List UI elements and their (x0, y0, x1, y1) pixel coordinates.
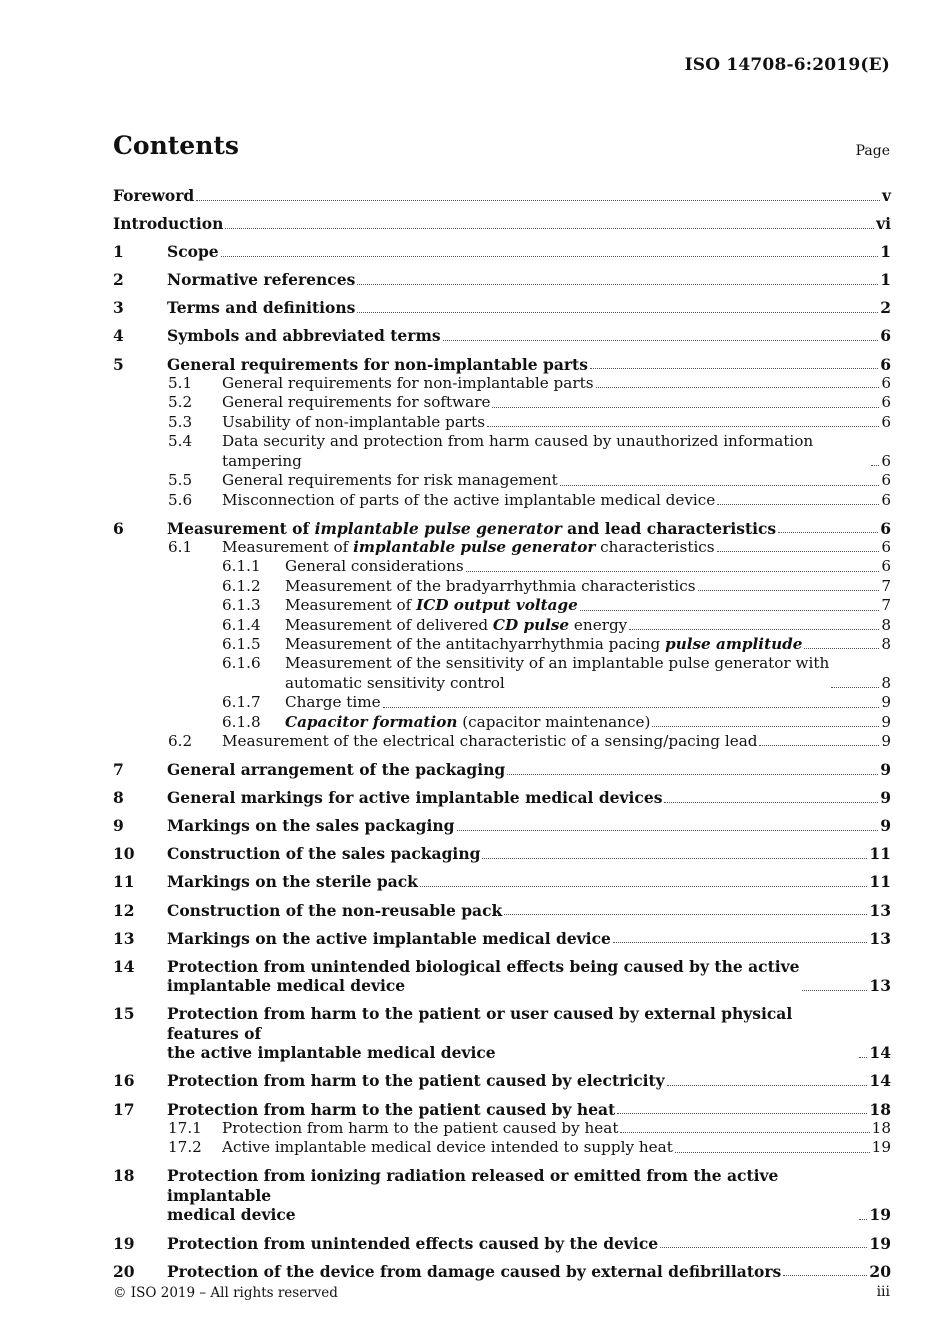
toc-entry-title-line: automatic sensitivity control (285, 673, 505, 692)
toc-entry-page: 1 (880, 270, 891, 290)
toc-entry[interactable] (113, 929, 891, 949)
toc-entry-page: 6 (881, 557, 891, 576)
toc-entry-title (167, 901, 502, 921)
toc-dot-leader (560, 485, 880, 486)
toc-entry-title-line: medical device (167, 1205, 296, 1225)
toc-entry-title (167, 1100, 615, 1120)
toc-entry-title-segment: Introduction (113, 214, 224, 234)
toc-entry[interactable] (113, 214, 891, 234)
toc-entry-number: 19 (113, 1233, 135, 1253)
toc-dot-leader (357, 312, 878, 313)
toc-dot-leader (717, 551, 880, 552)
toc-entry-page: 9 (880, 788, 891, 808)
toc-entry[interactable] (113, 1138, 891, 1157)
toc-entry[interactable] (113, 432, 891, 471)
toc-entry-number: 4 (113, 326, 124, 346)
toc-entry-title-emphasis: implantable pulse generator (353, 538, 596, 556)
toc-entry-number: 1 (113, 242, 124, 262)
toc-dot-leader (357, 284, 878, 285)
toc-entry-title (167, 326, 441, 346)
toc-entry-title-segment: Scope (167, 242, 219, 262)
toc-dot-leader (613, 942, 868, 943)
toc-entry-page: 6 (880, 518, 891, 538)
toc-dot-leader (698, 590, 880, 591)
toc-dot-leader (620, 1132, 869, 1133)
toc-entry-number: 6.1.7 (222, 693, 261, 712)
toc-entry-title-segment: Protection from harm to the patient caused by heat (167, 1099, 616, 1119)
toc-entry-number: 17 (113, 1099, 135, 1119)
toc-entry-number: 6.1.1 (222, 557, 261, 576)
toc-entry-number: 5.3 (168, 412, 193, 431)
toc-dot-leader (466, 571, 880, 572)
toc-dot-leader (482, 858, 867, 859)
toc-entry-title (285, 596, 578, 615)
toc-entry-title (167, 957, 800, 996)
toc-entry[interactable] (113, 635, 891, 654)
toc-dot-leader (492, 407, 879, 408)
toc-entry-page: 8 (881, 673, 891, 692)
toc-entry-title-segment: General requirements for non-implantable parts (167, 354, 588, 374)
toc-dot-leader (420, 886, 868, 887)
toc-dot-leader (443, 340, 879, 341)
toc-entry-title-segment: Data security and protection from harm caused by unauthorized information tampering (222, 432, 819, 470)
toc-entry-title-segment: Normative references (167, 270, 356, 290)
toc-entry-page: 14 (869, 1071, 891, 1091)
toc-entry-number: 10 (113, 844, 135, 864)
toc-entry[interactable] (113, 760, 891, 780)
toc-entry-page: 1 (880, 242, 891, 262)
toc-entry-title (167, 760, 505, 780)
toc-entry-title (167, 872, 418, 892)
toc-entry-title-segment: (capacitor maintenance) (457, 712, 651, 731)
toc-entry-title-segment: Measurement of the antitachyarrhythmia pacing (285, 635, 666, 654)
toc-entry-page: 8 (881, 615, 891, 634)
toc-entry-title-segment: characteristics (595, 538, 715, 556)
toc-entry-page: 20 (869, 1261, 891, 1281)
toc-entry-page: 18 (869, 1099, 891, 1119)
toc-entry-number: 6.2 (168, 732, 193, 751)
toc-entry-page: 9 (881, 693, 891, 712)
toc-dot-leader (660, 1247, 867, 1248)
toc-dot-leader (629, 629, 879, 630)
toc-entry-title-segment: Measurement of (222, 538, 354, 556)
toc-entry-page: 7 (881, 596, 891, 615)
toc-entry-title (222, 374, 594, 393)
toc-entry-title-segment: General considerations (285, 557, 464, 576)
toc-dot-leader (457, 830, 879, 831)
toc-entry-title (167, 1234, 658, 1254)
toc-dot-leader (196, 200, 880, 201)
toc-entry-title (222, 732, 757, 751)
toc-entry-title (222, 471, 558, 490)
toc-entry-number: 5.4 (168, 432, 193, 451)
toc-dot-leader (871, 465, 879, 466)
toc-entry-title (113, 214, 223, 234)
toc-entry[interactable] (113, 577, 891, 596)
toc-entry-number: 17.2 (168, 1138, 202, 1157)
toc-entry-title (167, 1262, 781, 1282)
toc-entry-number: 6.1.4 (222, 615, 261, 634)
toc-entry[interactable] (113, 844, 891, 864)
toc-dot-leader (783, 1275, 867, 1276)
toc-entry-title (167, 1166, 857, 1225)
toc-entry-title-line: Protection from harm to the patient or user caused by external physical features of (167, 1004, 793, 1043)
toc-entry-number: 8 (113, 788, 124, 808)
toc-entry-number: 5 (113, 354, 124, 374)
toc-entry-title (167, 1004, 857, 1063)
toc-entry-page: 9 (880, 760, 891, 780)
toc-entry-page: 13 (869, 900, 891, 920)
toc-entry-title (167, 816, 455, 836)
toc-entry-title-segment: Protection from harm to the patient caused by heat (222, 1119, 619, 1137)
toc-entry-page: 2 (880, 298, 891, 318)
document-standard-number: ISO 14708-6:2019(E) (684, 55, 890, 75)
toc-entry-title-segment: Measurement of (285, 596, 417, 615)
toc-entry-page: 9 (881, 732, 891, 751)
toc-entry-title (113, 186, 194, 206)
toc-entry[interactable] (113, 957, 891, 996)
toc-entry-title-segment: Markings on the sterile pack (167, 872, 418, 892)
toc-entry[interactable] (113, 616, 891, 635)
toc-entry-title (222, 413, 485, 432)
toc-entry-title-segment: Foreword (113, 186, 195, 205)
toc-entry-title (285, 635, 802, 654)
toc-entry[interactable] (113, 393, 891, 412)
toc-entry-title-emphasis: implantable pulse generator (314, 518, 562, 538)
toc-entry[interactable] (113, 1234, 891, 1254)
toc-entry-page: v (881, 186, 891, 205)
toc-entry-page: 6 (881, 451, 891, 470)
toc-entry-page: 13 (869, 976, 891, 996)
toc-entry-title-segment: General requirements for software (222, 393, 491, 412)
toc-entry-title-segment: General requirements for risk management (222, 471, 558, 490)
toc-entry-title (285, 616, 627, 635)
toc-entry-title-segment: Markings on the sales packaging (167, 816, 455, 836)
toc-entry-title (167, 298, 355, 318)
toc-entry-title-segment: Construction of the sales packaging (167, 844, 481, 864)
toc-entry-number: 5.1 (168, 374, 193, 393)
toc-entry-number: 6.1 (168, 538, 193, 556)
toc-entry-page: 19 (871, 1138, 891, 1157)
toc-entry-title-segment: Construction of the non-reusable pack (167, 900, 503, 920)
toc-entry-title (167, 242, 219, 262)
toc-entry[interactable] (113, 596, 891, 615)
toc-entry-title (167, 355, 588, 375)
toc-entry[interactable] (113, 326, 891, 346)
toc-entry-page: vi (876, 214, 891, 234)
toc-entry[interactable] (113, 242, 891, 262)
toc-entry-title-segment: Measurement of (167, 518, 315, 538)
toc-dot-leader (507, 774, 878, 775)
toc-dot-leader (596, 387, 880, 388)
toc-entry-title (222, 1138, 673, 1157)
toc-entry-title (285, 654, 829, 693)
toc-entry[interactable] (113, 1119, 891, 1138)
toc-entry-number: 11 (113, 872, 135, 892)
toc-entry-title-line: Protection from ionizing radiation released or emitted from the active implantable (167, 1166, 779, 1205)
toc-entry[interactable] (113, 374, 891, 393)
toc-entry-title-segment: General requirements for non-implantable parts (222, 374, 594, 393)
toc-entry-number: 17.1 (168, 1119, 202, 1137)
toc-entry[interactable] (113, 713, 891, 732)
toc-entry[interactable] (113, 693, 891, 712)
toc-entry[interactable] (113, 538, 891, 557)
toc-entry-title (222, 1119, 618, 1138)
toc-entry-title (167, 929, 611, 949)
toc-entry-page: 6 (881, 374, 891, 393)
toc-dot-leader (504, 914, 867, 915)
toc-entry-page: 6 (880, 326, 891, 346)
toc-entry-page: 11 (869, 872, 891, 892)
toc-entry-title (222, 491, 715, 510)
toc-entry-number: 18 (113, 1166, 135, 1186)
toc-entry-title-line: Measurement of the sensitivity of an implantable pulse generator with (285, 654, 830, 673)
toc-entry-title-emphasis: pulse amplitude (665, 635, 803, 654)
toc-entry-page: 18 (871, 1119, 891, 1137)
toc-entry-title-segment: Protection of the device from damage caused by external defibrillators (167, 1261, 782, 1281)
toc-entry-number: 6.1.5 (222, 635, 261, 654)
toc-dot-leader (675, 1152, 870, 1153)
toc-dot-leader (652, 726, 879, 727)
toc-entry-title (285, 577, 696, 596)
toc-entry-title (222, 538, 715, 557)
toc-entry-title (222, 432, 869, 471)
toc-entry-title (285, 693, 381, 712)
toc-dot-leader (580, 610, 880, 611)
toc-entry-page: 6 (880, 354, 891, 374)
toc-entry-title-segment: Active implantable medical device intended to supply heat (222, 1138, 673, 1157)
toc-entry-page: 7 (881, 576, 891, 595)
toc-entry[interactable] (113, 872, 891, 892)
toc-dot-leader (859, 1219, 867, 1220)
toc-entry-number: 3 (113, 298, 124, 318)
toc-entry[interactable] (113, 270, 891, 290)
toc-entry-title-line: Protection from unintended biological effects being caused by the active (167, 956, 800, 976)
toc-dot-leader (859, 1057, 867, 1058)
toc-entry-number: 6.1.8 (222, 712, 261, 731)
toc-entry-title (167, 1071, 665, 1091)
toc-entry-number: 9 (113, 816, 124, 836)
toc-entry-title-segment: and lead characteristics (561, 518, 777, 538)
toc-entry-page: 19 (869, 1233, 891, 1253)
toc-entry[interactable] (113, 732, 891, 751)
toc-entry-page: 6 (881, 412, 891, 431)
toc-entry-title-segment: Protection from harm to the patient caused by electricity (167, 1071, 665, 1091)
toc-entry-page: 8 (881, 635, 891, 654)
toc-entry-number: 7 (113, 760, 124, 780)
toc-dot-leader (667, 1085, 868, 1086)
toc-entry-title-segment: Protection from unintended effects caused by the device (167, 1233, 659, 1253)
toc-dot-leader (590, 368, 878, 369)
toc-entry-title (167, 844, 480, 864)
toc-dot-leader (802, 990, 868, 991)
toc-entry-page: 9 (881, 712, 891, 731)
toc-entry-title (285, 713, 650, 732)
toc-entry-number: 14 (113, 956, 135, 976)
toc-entry-page: 6 (881, 538, 891, 556)
footer-copyright: © ISO 2019 – All rights reserved (113, 1285, 338, 1301)
toc-entry[interactable] (113, 557, 891, 576)
toc-entry-page: 9 (880, 816, 891, 836)
toc-dot-leader (221, 256, 879, 257)
toc-entry-title (167, 270, 355, 290)
toc-entry-page: 14 (869, 1043, 891, 1063)
toc-entry-title-segment: Measurement of delivered (285, 615, 493, 634)
toc-entry-title-segment: Measurement of the bradyarrhythmia characteristics (285, 576, 696, 595)
toc-dot-leader (225, 228, 874, 229)
toc-entry-number: 2 (113, 270, 124, 290)
toc-entry-title-segment: General arrangement of the packaging (167, 760, 506, 780)
toc-entry-number: 13 (113, 928, 135, 948)
toc-dot-leader (617, 1113, 867, 1114)
toc-entry-number: 16 (113, 1071, 135, 1091)
toc-dot-leader (759, 745, 879, 746)
table-of-contents (113, 186, 891, 1281)
toc-entry[interactable] (113, 491, 891, 510)
page-column-label: Page (855, 143, 890, 159)
toc-entry-title (167, 788, 662, 808)
toc-entry-title-segment: Charge time (285, 693, 381, 712)
toc-entry-title-segment: Symbols and abbreviated terms (167, 326, 441, 346)
toc-entry-title (285, 557, 464, 576)
footer-page-number: iii (876, 1284, 890, 1300)
toc-entry[interactable] (113, 298, 891, 318)
toc-entry[interactable] (113, 186, 891, 206)
toc-entry[interactable] (113, 1262, 891, 1282)
toc-dot-leader (664, 802, 878, 803)
toc-entry[interactable] (113, 519, 891, 539)
toc-entry-number: 12 (113, 900, 135, 920)
toc-entry[interactable] (113, 788, 891, 808)
toc-entry-number: 5.5 (168, 471, 193, 490)
toc-entry[interactable] (113, 1100, 891, 1120)
toc-entry-page: 6 (881, 471, 891, 490)
toc-entry-title-line: the active implantable medical device (167, 1043, 496, 1063)
toc-entry-title-segment: Usability of non-implantable parts (222, 412, 486, 431)
toc-entry-number: 6.1.6 (222, 654, 261, 673)
toc-entry[interactable] (113, 1071, 891, 1091)
toc-entry[interactable] (113, 355, 891, 375)
toc-entry-page: 13 (869, 928, 891, 948)
toc-entry-title-emphasis: CD pulse (492, 615, 570, 634)
toc-entry[interactable] (113, 901, 891, 921)
toc-entry-title-line: implantable medical device (167, 976, 406, 996)
toc-entry-title-segment: Measurement of the electrical characteristic of a sensing/pacing lead (222, 732, 758, 751)
toc-entry[interactable] (113, 471, 891, 490)
toc-dot-leader (383, 707, 880, 708)
toc-dot-leader (804, 648, 879, 649)
toc-dot-leader (487, 426, 879, 427)
contents-title: Contents (113, 131, 240, 160)
toc-entry-page: 11 (869, 844, 891, 864)
toc-entry-page: 6 (881, 393, 891, 412)
toc-entry[interactable] (113, 1004, 891, 1063)
toc-entry-title (222, 393, 490, 412)
toc-dot-leader (778, 532, 878, 533)
toc-entry-title-emphasis: ICD output voltage (416, 596, 578, 615)
toc-entry[interactable] (113, 413, 891, 432)
toc-entry-number: 20 (113, 1261, 135, 1281)
toc-entry-title-segment: Misconnection of parts of the active implantable medical device (222, 490, 716, 509)
toc-entry-page: 6 (881, 490, 891, 509)
toc-entry-number: 6.1.2 (222, 576, 261, 595)
toc-entry-title-segment: Markings on the active implantable medical device (167, 928, 611, 948)
toc-entry-number: 5.2 (168, 393, 193, 412)
toc-entry-number: 15 (113, 1004, 135, 1024)
toc-entry-title-segment: General markings for active implantable medical devices (167, 788, 663, 808)
toc-dot-leader (717, 504, 879, 505)
toc-entry-title-emphasis: Capacitor formation (285, 712, 458, 731)
toc-entry-title-segment: energy (569, 615, 628, 634)
toc-entry-page: 19 (869, 1205, 891, 1225)
toc-entry-title (167, 519, 776, 539)
toc-entry[interactable] (113, 654, 891, 693)
toc-dot-leader (831, 687, 879, 688)
toc-entry-number: 6.1.3 (222, 596, 261, 615)
toc-entry[interactable] (113, 816, 891, 836)
toc-entry-title-segment: Terms and definitions (167, 298, 356, 318)
toc-entry-number: 5.6 (168, 490, 193, 509)
toc-entry[interactable] (113, 1166, 891, 1225)
toc-entry-number: 6 (113, 518, 124, 538)
